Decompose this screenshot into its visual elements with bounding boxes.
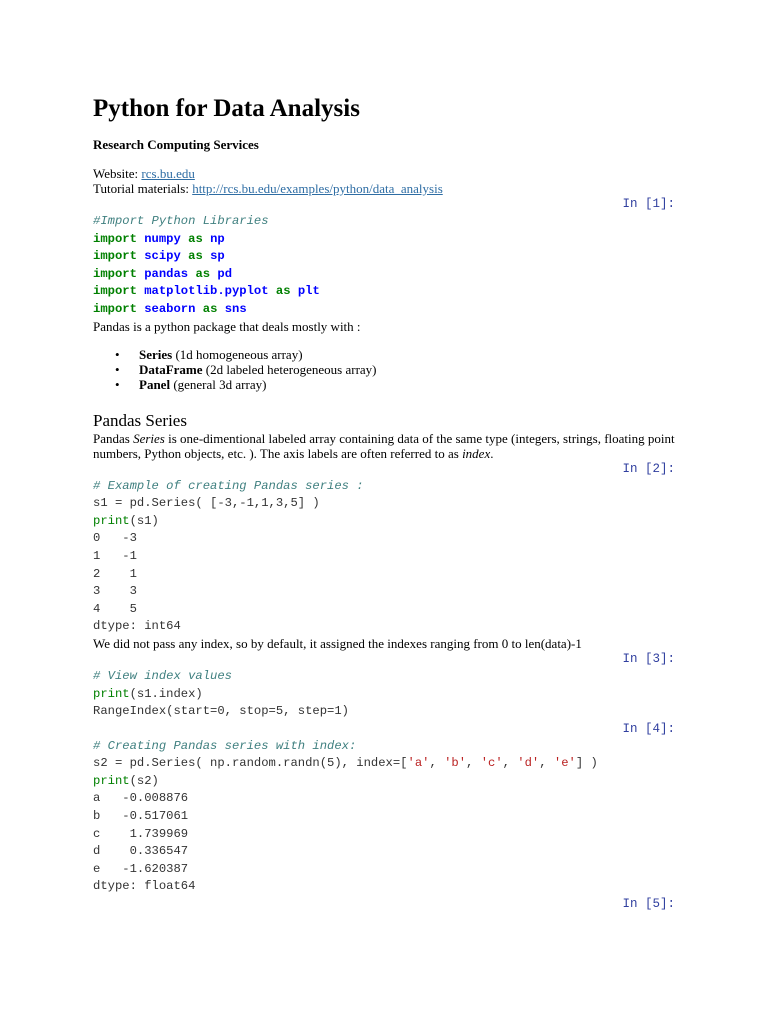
output-line: dtype: float64 [93,879,196,894]
website-line [93,166,675,181]
print-line: print(s1) [93,513,159,528]
code-comment: # Example of creating Pandas series : [93,478,364,493]
section-heading: Pandas Series [93,410,187,430]
import-line-scipy: import scipy as sp [93,249,225,264]
website-label: Website: [93,166,139,181]
list-item: • Series (1d homogeneous array) [115,346,303,362]
cell-prompt-2: In [2]: [622,461,675,476]
output-line: e -1.620387 [93,861,189,876]
data-structure-list [93,347,675,392]
output-line: 4 5 [93,601,137,616]
output-line: 3 3 [93,584,137,599]
website-link[interactable]: rcs.bu.edu [141,166,195,181]
output-line: c 1.739969 [93,826,189,841]
cell-prompt-1: In [1]: [622,197,675,211]
output-line: 1 -1 [93,548,137,563]
import-line-seaborn: import seaborn as sns [93,301,247,316]
cell-prompt-4: In [4]: [622,721,675,736]
output-line: RangeIndex(start=0, stop=5, step=1) [93,704,349,719]
document-content [93,94,675,913]
output-line: 0 -3 [93,531,137,546]
code-cell-2 [93,478,675,636]
code-line: s2 = pd.Series( np.random.randn(5), index=['a', 'b', 'c', 'd', 'e'] ) [93,756,598,771]
cell-prompt-5: In [5]: [622,897,675,912]
code-comment: # Creating Pandas series with index: [93,738,357,753]
output-line: dtype: int64 [93,619,181,634]
code-comment: #Import Python Libraries [93,214,269,228]
code-cell-3 [93,668,675,721]
intro-text: Pandas is a python package that deals mostly with : [93,318,361,334]
list-item: • DataFrame (2d labeled heterogeneous array) [115,361,377,377]
code-cell-4 [93,738,675,896]
code-cell-1 [93,213,675,319]
tutorial-label: Tutorial materials: [93,181,189,196]
bullet-icon: • [115,361,120,377]
code-comment: # View index values [93,668,232,683]
page-title: Python for Data Analysis [93,95,360,122]
print-line: print(s2) [93,773,159,788]
section-paragraph: Pandas Series is one-dimentional labeled array containing data of the same type (integers, strings, floating point numbers, Python objects, etc. ). The axis labels are often referred to as index. [93,430,675,461]
output-line: b -0.517061 [93,809,189,824]
note-text: We did not pass any index, so by default, it assigned the indexes ranging from 0 to len(data)-1 [93,635,582,651]
import-line-pandas: import pandas as pd [93,266,233,281]
output-line: a -0.008876 [93,791,189,806]
output-line: d 0.336547 [93,844,189,859]
output-line: 2 1 [93,566,137,581]
cell-prompt-3: In [3]: [622,651,675,666]
list-item: • Panel (general 3d array) [115,376,267,392]
tutorial-link[interactable]: http://rcs.bu.edu/examples/python/data_analysis [192,181,443,196]
subtitle: Research Computing Services [93,137,259,152]
import-line-matplotlib: import matplotlib.pyplot as plt [93,284,320,299]
code-line: s1 = pd.Series( [-3,-1,1,3,5] ) [93,496,320,511]
print-line: print(s1.index) [93,686,203,701]
bullet-icon: • [115,346,120,362]
tutorial-line [93,181,675,196]
import-line-numpy: import numpy as np [93,231,225,246]
bullet-icon: • [115,376,120,392]
